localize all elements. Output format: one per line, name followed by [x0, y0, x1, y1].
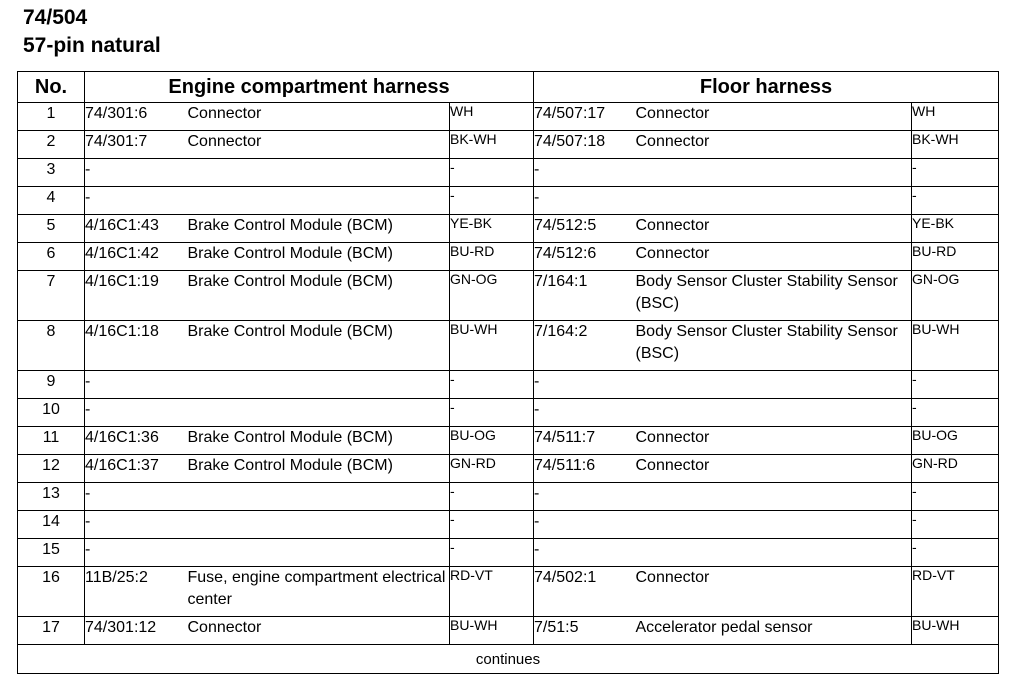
- engine-wire-color: -: [450, 187, 534, 215]
- engine-description: Brake Control Module (BCM): [188, 271, 450, 321]
- pin-number: 5: [18, 215, 85, 243]
- floor-description: [636, 539, 912, 567]
- floor-description: Connector: [636, 215, 912, 243]
- engine-ref: -: [85, 539, 188, 567]
- header-no: No.: [18, 72, 85, 103]
- floor-ref: 7/164:2: [534, 321, 636, 371]
- engine-wire-color: -: [450, 159, 534, 187]
- engine-description: [188, 159, 450, 187]
- engine-ref: 4/16C1:37: [85, 455, 188, 483]
- floor-wire-color: -: [912, 159, 999, 187]
- floor-description: [636, 159, 912, 187]
- engine-description: Brake Control Module (BCM): [188, 321, 450, 371]
- pin-number: 17: [18, 617, 85, 645]
- table-row: [18, 215, 999, 243]
- engine-wire-color: -: [450, 483, 534, 511]
- engine-wire-color: BU-OG: [450, 427, 534, 455]
- pin-number: 8: [18, 321, 85, 371]
- floor-ref: -: [534, 483, 636, 511]
- table-row: [18, 455, 999, 483]
- engine-description: Fuse, engine compartment electrical center: [188, 567, 450, 617]
- engine-wire-color: BU-RD: [450, 243, 534, 271]
- floor-wire-color: -: [912, 187, 999, 215]
- engine-ref: -: [85, 187, 188, 215]
- floor-description: [636, 399, 912, 427]
- floor-wire-color: BU-RD: [912, 243, 999, 271]
- pin-number: 10: [18, 399, 85, 427]
- pin-number: 1: [18, 103, 85, 131]
- engine-wire-color: YE-BK: [450, 215, 534, 243]
- engine-ref: -: [85, 483, 188, 511]
- floor-wire-color: -: [912, 539, 999, 567]
- engine-wire-color: BK-WH: [450, 131, 534, 159]
- floor-wire-color: -: [912, 399, 999, 427]
- pin-number: 3: [18, 159, 85, 187]
- pin-number: 9: [18, 371, 85, 399]
- floor-wire-color: GN-OG: [912, 271, 999, 321]
- floor-ref: 74/502:1: [534, 567, 636, 617]
- engine-wire-color: -: [450, 399, 534, 427]
- engine-description: Brake Control Module (BCM): [188, 455, 450, 483]
- floor-wire-color: -: [912, 511, 999, 539]
- engine-ref: 4/16C1:43: [85, 215, 188, 243]
- table-row: [18, 103, 999, 131]
- floor-description: Body Sensor Cluster Stability Sensor (BSC): [636, 271, 912, 321]
- engine-ref: -: [85, 159, 188, 187]
- floor-description: Connector: [636, 427, 912, 455]
- engine-wire-color: BU-WH: [450, 321, 534, 371]
- floor-ref: 7/164:1: [534, 271, 636, 321]
- header-engine-harness: Engine compartment harness: [85, 72, 534, 103]
- engine-description: [188, 187, 450, 215]
- engine-ref: -: [85, 511, 188, 539]
- table-row: [18, 371, 999, 399]
- engine-wire-color: GN-RD: [450, 455, 534, 483]
- floor-description: [636, 187, 912, 215]
- header-floor-harness: Floor harness: [534, 72, 999, 103]
- engine-ref: 74/301:6: [85, 103, 188, 131]
- engine-ref: 4/16C1:42: [85, 243, 188, 271]
- pin-number: 16: [18, 567, 85, 617]
- pin-number: 15: [18, 539, 85, 567]
- floor-description: Connector: [636, 243, 912, 271]
- table-row: [18, 539, 999, 567]
- engine-description: [188, 399, 450, 427]
- pin-number: 4: [18, 187, 85, 215]
- floor-ref: -: [534, 399, 636, 427]
- floor-ref: 7/51:5: [534, 617, 636, 645]
- floor-wire-color: BU-WH: [912, 617, 999, 645]
- pin-number: 2: [18, 131, 85, 159]
- engine-description: Connector: [188, 103, 450, 131]
- floor-wire-color: BK-WH: [912, 131, 999, 159]
- engine-wire-color: BU-WH: [450, 617, 534, 645]
- floor-wire-color: -: [912, 371, 999, 399]
- engine-description: [188, 483, 450, 511]
- floor-wire-color: GN-RD: [912, 455, 999, 483]
- table-row: [18, 159, 999, 187]
- table-row: [18, 427, 999, 455]
- engine-ref: -: [85, 371, 188, 399]
- page-heading: [23, 4, 161, 60]
- table-row: [18, 187, 999, 215]
- table-row: [18, 567, 999, 617]
- floor-description: Connector: [636, 103, 912, 131]
- floor-ref: 74/511:6: [534, 455, 636, 483]
- engine-ref: 4/16C1:19: [85, 271, 188, 321]
- engine-wire-color: RD-VT: [450, 567, 534, 617]
- floor-ref: -: [534, 511, 636, 539]
- engine-description: Connector: [188, 617, 450, 645]
- engine-wire-color: GN-OG: [450, 271, 534, 321]
- engine-description: Brake Control Module (BCM): [188, 427, 450, 455]
- engine-ref: -: [85, 399, 188, 427]
- continues-note: continues: [18, 645, 999, 674]
- floor-wire-color: BU-WH: [912, 321, 999, 371]
- engine-ref: 4/16C1:18: [85, 321, 188, 371]
- engine-ref: 11B/25:2: [85, 567, 188, 617]
- engine-wire-color: WH: [450, 103, 534, 131]
- floor-ref: 74/511:7: [534, 427, 636, 455]
- floor-ref: 74/512:6: [534, 243, 636, 271]
- table-row: [18, 243, 999, 271]
- engine-description: [188, 371, 450, 399]
- engine-description: Brake Control Module (BCM): [188, 243, 450, 271]
- table-row: [18, 271, 999, 321]
- pin-number: 14: [18, 511, 85, 539]
- floor-wire-color: WH: [912, 103, 999, 131]
- pin-number: 11: [18, 427, 85, 455]
- floor-description: Accelerator pedal sensor: [636, 617, 912, 645]
- floor-description: [636, 371, 912, 399]
- floor-ref: 74/507:18: [534, 131, 636, 159]
- table-row: [18, 511, 999, 539]
- engine-ref: 74/301:12: [85, 617, 188, 645]
- pin-number: 7: [18, 271, 85, 321]
- engine-description: [188, 511, 450, 539]
- floor-ref: -: [534, 159, 636, 187]
- floor-description: Body Sensor Cluster Stability Sensor (BSC): [636, 321, 912, 371]
- table-row: [18, 131, 999, 159]
- table-row: [18, 617, 999, 645]
- floor-description: Connector: [636, 567, 912, 617]
- engine-description: [188, 539, 450, 567]
- table-row: [18, 321, 999, 371]
- floor-wire-color: YE-BK: [912, 215, 999, 243]
- engine-wire-color: -: [450, 511, 534, 539]
- engine-description: Brake Control Module (BCM): [188, 215, 450, 243]
- engine-ref: 4/16C1:36: [85, 427, 188, 455]
- floor-ref: -: [534, 539, 636, 567]
- floor-description: Connector: [636, 455, 912, 483]
- floor-ref: -: [534, 187, 636, 215]
- engine-wire-color: -: [450, 539, 534, 567]
- floor-wire-color: -: [912, 483, 999, 511]
- floor-description: Connector: [636, 131, 912, 159]
- floor-ref: -: [534, 371, 636, 399]
- connector-code: 74/504: [23, 6, 88, 29]
- engine-description: Connector: [188, 131, 450, 159]
- floor-description: [636, 511, 912, 539]
- engine-ref: 74/301:7: [85, 131, 188, 159]
- table-footer-row: [18, 645, 999, 674]
- connector-subtitle: 57-pin natural: [23, 34, 161, 57]
- pin-number: 12: [18, 455, 85, 483]
- pin-number: 6: [18, 243, 85, 271]
- table-header-row: [18, 72, 999, 103]
- table-row: [18, 483, 999, 511]
- pin-assignment-table: [17, 71, 999, 674]
- floor-wire-color: BU-OG: [912, 427, 999, 455]
- pin-number: 13: [18, 483, 85, 511]
- floor-wire-color: RD-VT: [912, 567, 999, 617]
- floor-ref: 74/507:17: [534, 103, 636, 131]
- floor-ref: 74/512:5: [534, 215, 636, 243]
- table-row: [18, 399, 999, 427]
- floor-description: [636, 483, 912, 511]
- engine-wire-color: -: [450, 371, 534, 399]
